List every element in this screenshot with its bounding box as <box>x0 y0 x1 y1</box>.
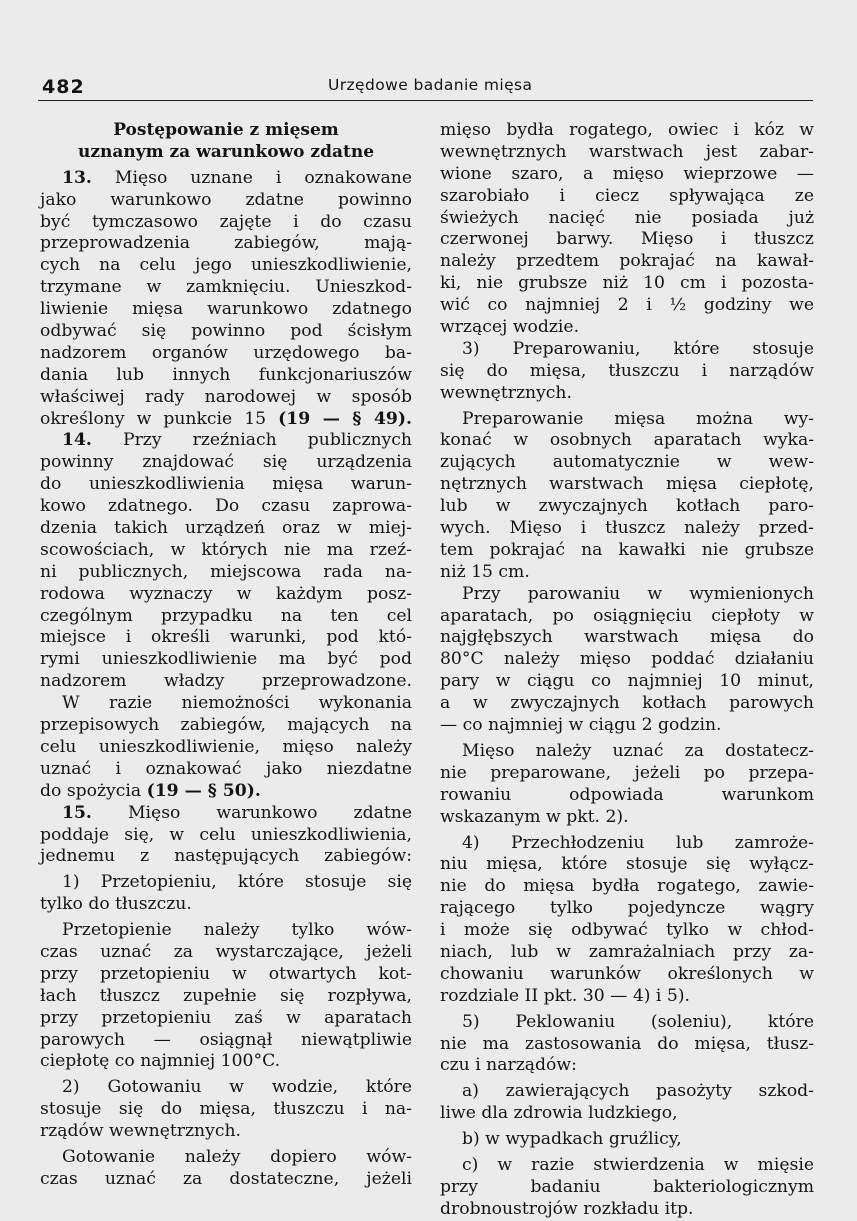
paragraph-14b-line: do spożycia (19 — § 50). <box>40 780 261 801</box>
paragraph-14-line: rymi unieszkodliwienie ma być pod <box>40 649 412 670</box>
paragraph-14-line: ni publicznych, miejscowa rada na- <box>40 561 412 582</box>
text-line: należy przedtem pokrajać na kawał- <box>440 251 814 272</box>
paragraph-13-line: przeprowadzenia zabiegów, mają- <box>40 233 412 254</box>
paragraph-13-line: odbywać się powinno pod ścisłym <box>40 321 412 342</box>
paragraph-14b-line: uznać i oznakować jako niezdatne <box>40 758 412 779</box>
paragraph-14-line: dzenia takich urządzeń oraz w miej- <box>40 518 412 539</box>
paragraph-14-line: czególnym przypadku na ten cel <box>40 605 412 626</box>
paragraph-13-line: liwienie mięsa warunkowo zdatnego <box>40 299 412 320</box>
item-2-line: rządów wewnętrznych. <box>40 1121 241 1142</box>
legal-reference: (19 — § 49). <box>278 408 412 429</box>
item-5-line: 5) Peklowaniu (soleniu), które <box>462 1011 814 1032</box>
text-line: mięso bydła rogatego, owiec i kóz w <box>440 120 814 140</box>
text-line: ki, nie grubsze niż 10 cm i pozosta- <box>440 273 814 294</box>
paragraph-15-line: jednemu z następujących zabiegów: <box>40 846 412 867</box>
item-5a-line: a) zawierających pasożyty szkod- <box>462 1081 814 1102</box>
paragraph-13-line: cych na celu jego unieszkodliwienie, <box>40 255 412 276</box>
paragraph-15-line: 15. Mięso warunkowo zdatne <box>62 802 413 823</box>
text-line: wewnętrznych warstwach jest zabar- <box>440 141 814 162</box>
item-3b-line: wych. Mięso i tłuszcz należy przed- <box>440 518 814 539</box>
paragraph-14-line: scowościach, w których nie ma rzeź- <box>40 539 412 560</box>
text-line: wić co najmniej 2 i ½ godziny we <box>440 295 814 316</box>
page-number: 482 <box>42 76 85 98</box>
paragraph-14-line: nadzorem władzy przeprowadzone. <box>40 671 412 692</box>
paragraph-13-line: jako warunkowo zdatne powinno <box>40 189 412 210</box>
item-3b-line: nętrznych warstwach mięsa ciepłotę, <box>440 474 814 495</box>
paragraph-15-line: poddaje się, w celu unieszkodliwienia, <box>40 824 412 845</box>
item-1b-line: Przetopienie należy tylko wów- <box>62 920 412 941</box>
text-line: wione szaro, a mięso wieprzowe — <box>440 163 814 184</box>
paragraph-13-line: trzymane w zamknięciu. Unieszkod- <box>40 277 412 298</box>
item-1b-line: przy przetopieniu zaś w aparatach <box>40 1007 412 1028</box>
item-5-line: nie ma zastosowania do mięsa, tłusz- <box>440 1033 814 1054</box>
item-4-line: i może się odbywać tylko w chłod- <box>440 920 814 941</box>
item-3d-line: Mięso należy uznać za dostatecz- <box>462 740 814 761</box>
item-2-line: 2) Gotowaniu w wodzie, które <box>62 1077 412 1098</box>
item-4-line: nie do mięsa bydła rogatego, zawie- <box>440 876 814 897</box>
paragraph-13-line: dania lub innych funkcjonariuszów <box>40 364 412 385</box>
item-2-line: stosuje się do mięsa, tłuszczu i na- <box>40 1099 412 1120</box>
right-column <box>440 120 814 1221</box>
item-1b-line: łach tłuszcz zupełnie się rozpływa, <box>40 985 412 1006</box>
paragraph-13-line: właściwej rady narodowej w sposób <box>40 386 412 407</box>
paragraph-14-line: 14. Przy rzeźniach publicznych <box>62 430 412 451</box>
item-5c-line: przy badaniu bakteriologicznym <box>440 1176 814 1197</box>
item-2b-line: czas uznać za dostateczne, jeżeli <box>40 1168 412 1189</box>
paragraph-13-line: 13. Mięso uznane i oznakowane <box>62 167 412 188</box>
item-1b-line: czas uznać za wystarczające, jeżeli <box>40 941 412 962</box>
paragraph-14b-line: przepisowych zabiegów, mających na <box>40 715 412 736</box>
item-2b-line: Gotowanie należy dopiero wów- <box>62 1146 412 1167</box>
text-line: szarobiało i ciecz spływająca ze <box>440 185 814 206</box>
item-5a-line: liwe dla zdrowia ludzkiego, <box>440 1103 678 1124</box>
section-title: Postępowanie z mięsem <box>113 120 339 140</box>
paragraph-number: 15. <box>62 802 92 823</box>
text-line: wrzącej wodzie. <box>440 317 580 338</box>
item-4-line: niu mięsa, które stosuje się wyłącz- <box>440 854 814 875</box>
item-3c-line: aparatach, po osiągnięciu ciepłoty w <box>440 605 814 626</box>
paragraph-13-line: być tymczasowo zajęte i do czasu <box>40 211 412 232</box>
item-1b-line: ciepłotę co najmniej 100°C. <box>40 1051 281 1072</box>
running-head: Urzędowe badanie mięsa <box>328 76 533 94</box>
item-3-line: 3) Preparowaniu, które stosuje <box>462 338 814 359</box>
item-4-line: chowaniu warunków określonych w <box>440 963 814 984</box>
paragraph-14-line: rodowa wyznaczy w każdym posz- <box>40 583 412 604</box>
paragraph-14b-line: W razie niemożności wykonania <box>62 693 412 714</box>
paragraph-13-line: określony w punkcie 15 (19 — § 49). <box>40 408 412 429</box>
item-3b-line: lub w zwyczajnych kotłach paro- <box>440 496 814 517</box>
paragraph-number: 14. <box>62 430 92 451</box>
item-3-line: wewnętrznych. <box>440 382 572 403</box>
text-line: świeżych nacięć nie posiada już <box>440 207 814 228</box>
item-3c-line: 80°C należy mięso poddać działaniu <box>440 649 814 670</box>
item-5c-line: c) w razie stwierdzenia w mięsie <box>462 1154 814 1175</box>
paragraph-number: 13. <box>62 167 92 188</box>
paragraph-14-line: do unieszkodliwienia mięsa warun- <box>40 474 412 495</box>
text-line: czerwonej barwy. Mięso i tłuszcz <box>440 229 814 250</box>
paragraph-14b-line: celu unieszkodliwienie, mięso należy <box>40 736 412 757</box>
item-3c-line: najgłębszych warstwach mięsa do <box>440 627 814 648</box>
paragraph-14-line: miejsce i określi warunki, pod któ- <box>40 627 412 648</box>
item-5b-line: b) w wypadkach gruźlicy, <box>462 1129 682 1150</box>
item-1-line: 1) Przetopieniu, które stosuje się <box>62 872 412 893</box>
paragraph-14-line: powinny znajdować się urządzenia <box>40 452 412 473</box>
item-3c-line: Przy parowaniu w wymienionych <box>462 583 814 604</box>
item-3c-line: a w zwyczajnych kotłach parowych <box>440 693 814 714</box>
left-column <box>40 120 412 1191</box>
item-3d-line: wskazanym w pkt. 2). <box>440 806 629 827</box>
item-3d-line: nie preparowane, jeżeli po przepa- <box>440 762 814 783</box>
item-3d-line: rowaniu odpowiada warunkom <box>440 784 814 805</box>
item-5c-line: drobnoustrojów rozkładu itp. <box>440 1198 694 1219</box>
item-1-line: tylko do tłuszczu. <box>40 894 192 915</box>
item-3c-line: — co najmniej w ciągu 2 godzin. <box>440 715 722 736</box>
section-title-2: uznanym za warunkowo zdatne <box>77 141 375 162</box>
paragraph-13-line: nadzorem organów urzędowego ba- <box>40 342 412 363</box>
item-4-line: rozdziale II pkt. 30 — 4) i 5). <box>440 985 690 1006</box>
item-3b-line: tem pokrajać na kawałki nie grubsze <box>440 539 814 560</box>
item-3b-line: zujących automatycznie w wew- <box>440 452 814 473</box>
page-header <box>38 72 813 101</box>
item-3b-line: konać w osobnych aparatach wyka- <box>440 430 814 451</box>
item-3c-line: pary w ciągu co najmniej 10 minut, <box>440 671 814 692</box>
item-4-line: rającego tylko pojedyncze wągry <box>440 898 814 919</box>
item-1b-line: parowych — osiągnął niewątpliwie <box>40 1029 412 1050</box>
legal-reference: (19 — § 50). <box>146 780 261 801</box>
item-4-line: 4) Przechłodzeniu lub zamroże- <box>462 832 814 853</box>
item-3b-line: Preparowanie mięsa można wy- <box>462 408 814 429</box>
item-3b-line: niż 15 cm. <box>440 561 530 582</box>
item-3-line: się do mięsa, tłuszczu i narządów <box>440 360 814 381</box>
item-5-line: czu i narządów: <box>440 1055 577 1076</box>
paragraph-14-line: kowo zdatnego. Do czasu zaprowa- <box>40 496 412 517</box>
item-4-line: niach, lub w zamrażalniach przy za- <box>440 941 814 962</box>
item-1b-line: przy przetopieniu w otwartych kot- <box>40 963 412 984</box>
